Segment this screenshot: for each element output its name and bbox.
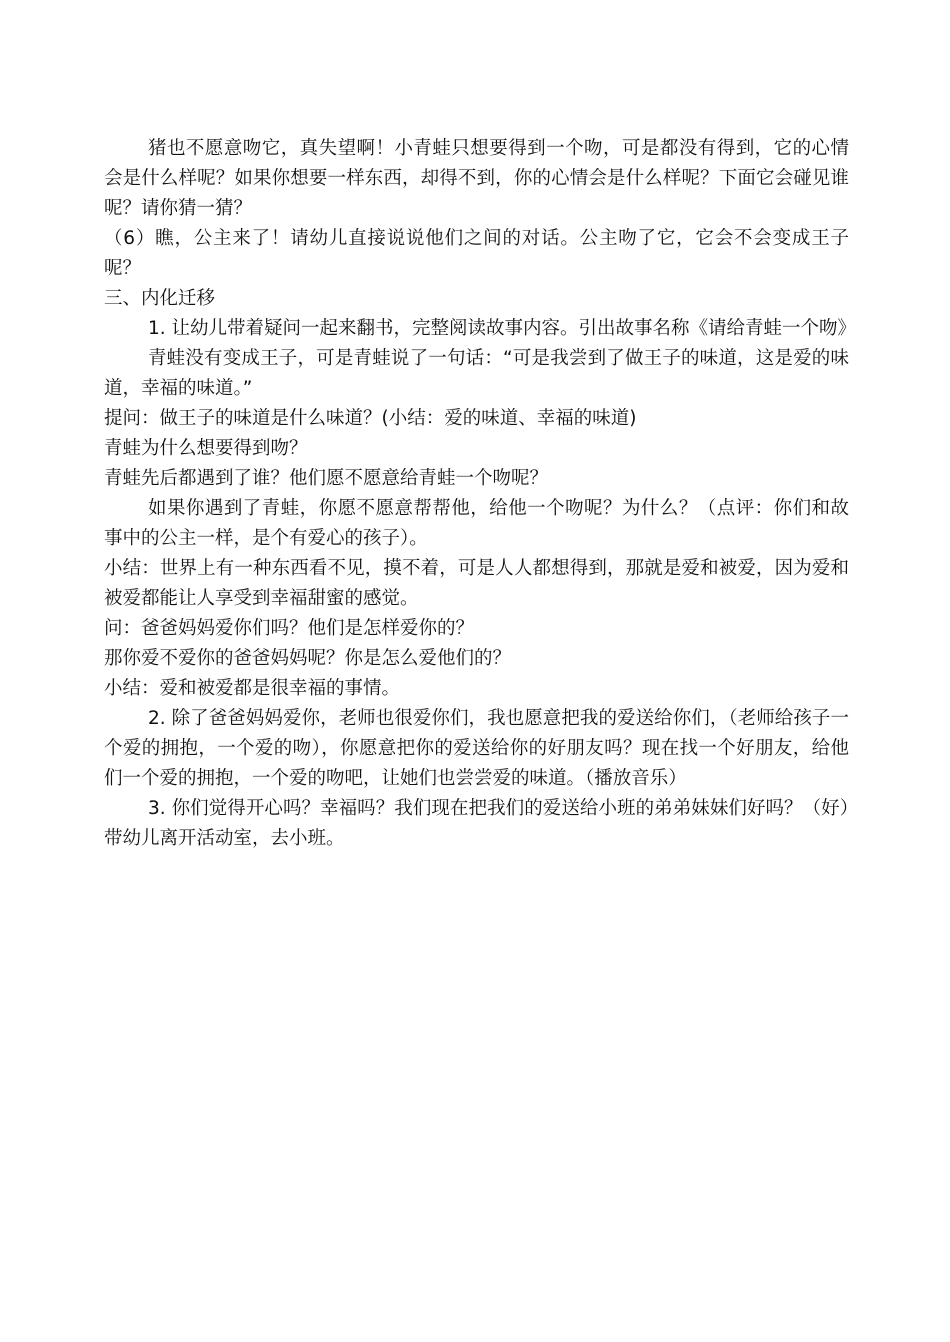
- paragraph-question-prince-taste: 提问：做王子的味道是什么味道？(小结：爱的味道、幸福的味道): [104, 408, 637, 429]
- paragraph-question-parents: 问：爸爸妈妈爱你们吗？他们是怎样爱你的？: [104, 618, 475, 639]
- document-body: [104, 134, 857, 854]
- paragraph-summary-love: 小结：世界上有一种东西看不见，摸不着，可是人人都想得到，那就是爱和被爱，因为爱和被爱都能让人享受到幸福甜蜜的感觉。: [104, 558, 849, 609]
- paragraph-frog-quote: 青蛙没有变成王子，可是青蛙说了一句话：“可是我尝到了做王子的味道，这是爱的味道，幸福的味道。”: [104, 348, 849, 399]
- paragraph-if-you-met-frog: 如果你遇到了青蛙，你愿不愿意帮帮他，给他一个吻呢？为什么？（点评：你们和故事中的公主一样，是个有爱心的孩子）。: [104, 498, 849, 549]
- paragraph-step-3: 3. 你们觉得开心吗？幸福吗？我们现在把我们的爱送给小班的弟弟妹妹们好吗？（好）带幼儿离开活动室，去小班。: [104, 798, 849, 849]
- section-heading-internalize: 三、内化迁移: [104, 288, 216, 309]
- paragraph-step-1: 1. 让幼儿带着疑问一起来翻书，完整阅读故事内容。引出故事名称《请给青蛙一个吻》: [148, 318, 857, 339]
- paragraph-question-why-kiss: 青蛙为什么想要得到吻？: [104, 438, 308, 459]
- paragraph-summary-happy: 小结：爱和被爱都是很幸福的事情。: [104, 678, 401, 699]
- paragraph-question-who-met: 青蛙先后都遇到了谁？他们愿不愿意给青蛙一个吻呢？: [104, 468, 549, 489]
- paragraph-princess-arrives: （6）瞧，公主来了！请幼儿直接说说他们之间的对话。公主吻了它，它会不会变成王子呢？: [104, 228, 849, 279]
- paragraph-step-2: 2. 除了爸爸妈妈爱你，老师也很爱你们，我也愿意把我的爱送给你们，（老师给孩子一个爱的拥抱，一个爱的吻），你愿意把你的爱送给你的好朋友吗？现在找一个好朋友，给他们一个爱的拥抱，一个爱的吻吧，让她们也尝尝爱的味道。（播放音乐）: [104, 708, 849, 789]
- paragraph-pig-refuses: 猪也不愿意吻它，真失望啊！小青蛙只想要得到一个吻，可是都没有得到，它的心情会是什么样呢？如果你想要一样东西，却得不到，你的心情会是什么样呢？下面它会碰见谁呢？请你猜一猜？: [104, 138, 849, 219]
- paragraph-question-love-parents: 那你爱不爱你的爸爸妈妈呢？你是怎么爱他们的？: [104, 648, 512, 669]
